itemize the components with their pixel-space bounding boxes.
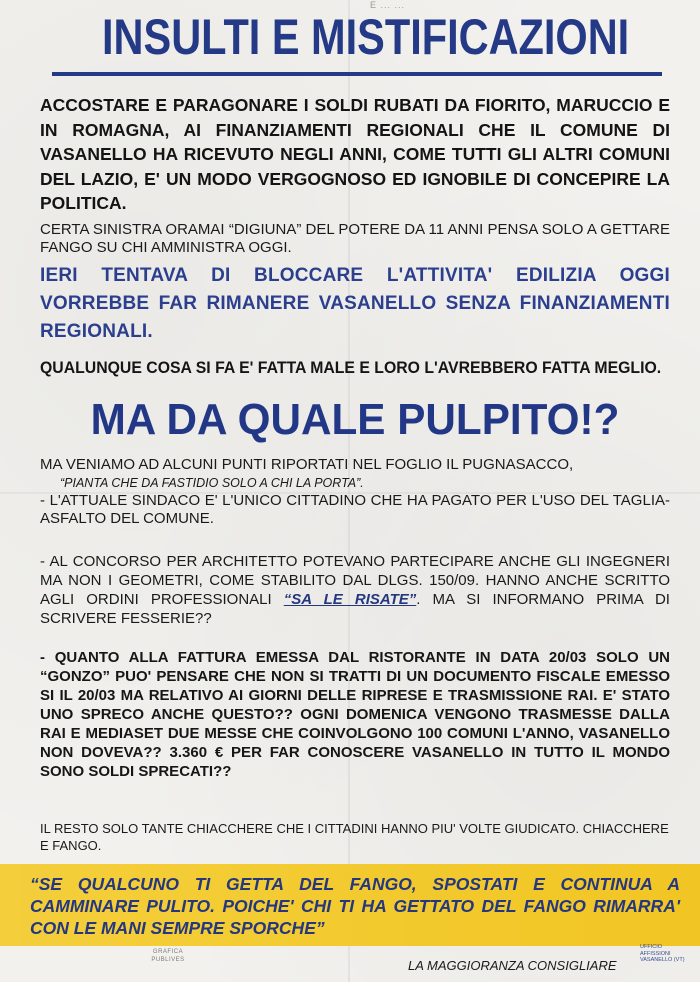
printer-stamp: GRAFICA PUBLIVES	[151, 949, 185, 963]
title-underline	[52, 72, 662, 76]
paragraph-highlight-blue: IERI TENTAVA DI BLOCCARE L'ATTIVITA' EDILIZIA OGGI VORREBBE FAR RIMANERE VASANELLO SENZA FINANZIAMENTI REGIONALI.	[40, 265, 670, 342]
lead-paragraph: ACCOSTARE E PARAGONARE I SOLDI RUBATI DA FIORITO, MARUCCIO E IN ROMAGNA, AI FINANZIAMENTI REGIONALI CHE IL COMUNE DI VASANELLO HA RICEVUTO NEGLI ANNI, COME TUTTI GLI ALTRI COMUNI DEL LAZIO, E' UN MODO VERGOGNOSO ED IGNOBILE DI CONCEPIRE LA POLITICA.	[40, 95, 670, 213]
paragraph-qualunque: QUALUNQUE COSA SI FA E' FATTA MALE E LORO L'AVREBBERO FATTA MEGLIO.	[40, 358, 662, 377]
auth-stamp-line2: VASANELLO (VT)	[640, 957, 685, 963]
sindaco-point: - L'ATTUALE SINDACO E' L'UNICO CITTADINO CHE HA PAGATO PER L'USO DEL TAGLIA-ASFALTO DEL COMUNE.	[40, 492, 670, 527]
pugnasacco-intro: MA VENIAMO AD ALCUNI PUNTI RIPORTATI NEL FOGLIO IL PUGNASACCO,	[40, 456, 574, 473]
paragraph-sinistra: CERTA SINISTRA ORAMAI “DIGIUNA” DEL POTERE DA 11 ANNI PENSA SOLO A GETTARE FANGO SU CHI AMMINISTRA OGGI.	[40, 221, 670, 256]
concorso-text-before: - AL CONCORSO PER ARCHITETTO POTEVANO PARTECIPARE ANCHE GLI INGEGNERI MA NON I GEOMETRI, COME STABILITO DAL DLGS. 150/09. HANNO ANCHE SCRITTO AGLI ORDINI PROFESSIONALI	[40, 553, 670, 608]
paragraph-concorso	[40, 552, 670, 628]
concorso-text-after: . MA SI INFORMANO PRIMA DI SCRIVERE FESSERIE??	[40, 591, 670, 627]
motto-quote: “SE QUALCUNO TI GETTA DEL FANGO, SPOSTATI E CONTINUA A CAMMINARE PULITO. POICHE' CHI TI HA GETTATO DEL FANGO RIMARRA' CON LE MANI SEMPRE SPORCHE”	[30, 874, 680, 938]
paragraph-chiacchere: IL RESTO SOLO TANTE CHIACCHERE CHE I CITTADINI HANNO PIU' VOLTE GIUDICATO. CHIACCHERE E FANGO.	[40, 821, 669, 853]
concorso-emphasis: “SA LE RISATE”	[283, 591, 417, 608]
signature: LA MAGGIORANZA CONSIGLIARE	[408, 958, 617, 973]
pugnasacco-quote: “PIANTA CHE DA FASTIDIO SOLO A CHI LA PORTA”.	[60, 476, 364, 490]
paragraph-fattura: - QUANTO ALLA FATTURA EMESSA DAL RISTORANTE IN DATA 20/03 SOLO UN “GONZO” PUO' PENSARE CHE NON SI TRATTI DI UN DOCUMENTO FISCALE EMESSO SI IL 20/03 MA RELATIVO AI GIORNI DELLE RIPRESE E TRASMISSIONE RAI. E' STATO UNO SPRECO ANCHE QUESTO?? OGNI DOMENICA VENGONO TRASMESSE DALLA RAI E MEDIASET DUE MESSE CHE COINVOLGONO 100 COMUNI L'ANNO, VASANELLO NON DOVEVA?? 3.360 € PER FAR CONOSCERE VASANELLO IN TUTTO IL MONDO SONO SOLDI SPRECATI??	[40, 649, 670, 780]
paragraph-pugnasacco	[40, 456, 670, 528]
poster-title: INSULTI E MISTIFICAZIONI	[102, 9, 630, 65]
headline-pulpito: MA DA QUALE PULPITO!?	[90, 395, 620, 444]
torn-top-text: E ... ...	[370, 0, 406, 10]
affixing-authorization-stamp	[640, 944, 688, 964]
auth-stamp-line1: UFFICIO AFFISSIONI	[640, 944, 671, 957]
